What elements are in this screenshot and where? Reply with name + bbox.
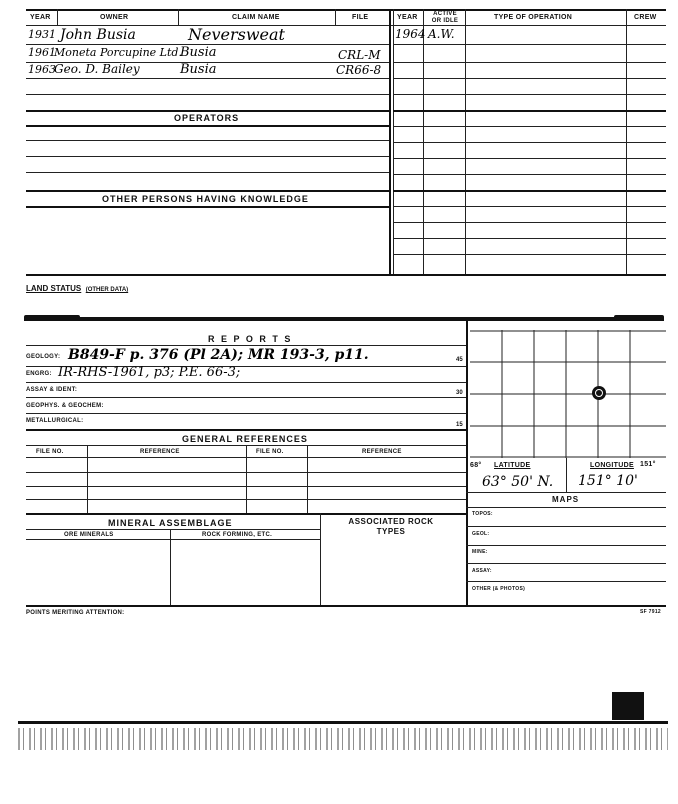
owner-row-2-owner: Moneta Porcupine Ltd. — [54, 46, 182, 59]
bottom-scan-rule — [18, 721, 668, 724]
maps-topos: TOPOS: — [472, 511, 493, 517]
geophys-label: GEOPHYS. & GEOCHEM: — [26, 403, 104, 409]
lat-prefix: 68° — [470, 462, 482, 469]
general-references-heading: GENERAL REFERENCES — [182, 434, 308, 444]
header-crew: CREW — [634, 14, 657, 21]
header-year-ops: YEAR — [397, 14, 418, 21]
header-file: FILE — [352, 14, 369, 21]
owner-row-3-owner: Geo. D. Bailey — [54, 62, 140, 76]
associated-rock-types-heading: ASSOCIATED ROCK TYPES — [348, 517, 434, 536]
reports-heading: R E P O R T S — [208, 334, 293, 344]
owner-row-1-owner: John Busia — [60, 27, 136, 43]
header-claim-name: CLAIM NAME — [232, 14, 280, 21]
reports-top-rule — [24, 317, 664, 321]
grid-lines — [470, 330, 666, 458]
owner-row-3-year: 1963 — [28, 63, 56, 76]
points-meriting-label: POINTS MERITING ATTENTION: — [26, 610, 125, 616]
latitude-label: LATITUDE — [494, 462, 531, 469]
owner-row-1-claim: Neversweat — [188, 25, 285, 44]
owner-row-2-claim: Busia — [180, 45, 217, 60]
maps-heading: MAPS — [552, 495, 580, 504]
latitude-value: 63° 50' N. — [482, 474, 554, 490]
owner-row-1-year: 1931 — [28, 28, 56, 41]
owner-row-2-year: 1961 — [28, 46, 56, 59]
ops-row-1-status: A.W. — [428, 27, 455, 41]
scale-30: 30 — [456, 390, 463, 396]
land-status-sub: (OTHER DATA) — [85, 287, 129, 293]
header-active-or-idle: ACTIVE OR IDLE — [431, 11, 459, 24]
ref-header-file-no-1: FILE NO. — [36, 449, 64, 455]
ops-row-1-year: 1964 — [395, 27, 426, 41]
geology-value: B849-F p. 376 (Pl 2A); MR 193-3, p11. — [68, 347, 369, 363]
land-status-label: LAND STATUS — [26, 284, 82, 293]
maps-mine: MINE: — [472, 549, 488, 555]
rock-forming-header: ROCK FORMING, ETC. — [202, 532, 273, 538]
scale-15: 15 — [456, 422, 463, 428]
longitude-value: 151° 10' — [578, 473, 638, 489]
ore-minerals-header: ORE MINERALS — [64, 532, 114, 538]
engrg-label: ENGRG: — [26, 371, 52, 377]
metallurgical-label: METALLURGICAL: — [26, 418, 84, 424]
owner-row-3-claim: Busia — [180, 62, 217, 77]
maps-other: OTHER (& PHOTOS) — [472, 586, 526, 592]
maps-geol: GEOL: — [472, 531, 490, 537]
ref-header-reference-2: REFERENCE — [362, 449, 402, 455]
location-marker-icon — [592, 386, 606, 400]
ref-header-file-no-2: FILE NO. — [256, 449, 284, 455]
bottom-black-tab — [612, 692, 644, 720]
longitude-label: LONGITUDE — [590, 462, 634, 469]
owner-row-2-file: CRL-M — [338, 48, 381, 62]
scale-45: 45 — [456, 357, 463, 363]
geology-label: GEOLOGY: — [26, 354, 61, 360]
header-type-of-operation: TYPE OF OPERATION — [494, 14, 573, 21]
reports-top-rule-blot-right — [614, 315, 664, 321]
bottom-scan-noise — [18, 728, 668, 750]
location-grid — [470, 330, 666, 458]
owner-row-3-file: CR66-8 — [336, 63, 382, 77]
engrg-value: IR-RHS-1961, p3; P.E. 66-3; — [58, 365, 241, 380]
mineral-assemblage-heading: MINERAL ASSEMBLAGE — [108, 518, 233, 528]
land-status — [26, 278, 128, 296]
form-number: SF 7912 — [640, 609, 662, 615]
header-year: YEAR — [30, 14, 51, 21]
header-owner: OWNER — [100, 14, 129, 21]
maps-assay: ASSAY: — [472, 568, 492, 574]
assay-label: ASSAY & IDENT: — [26, 387, 78, 393]
ref-header-reference-1: REFERENCE — [140, 449, 180, 455]
other-persons-heading: OTHER PERSONS HAVING KNOWLEDGE — [102, 194, 309, 204]
longitude-prefix: 151° — [640, 461, 656, 468]
reports-top-rule-blot — [24, 315, 80, 321]
operators-heading: OPERATORS — [174, 113, 240, 123]
